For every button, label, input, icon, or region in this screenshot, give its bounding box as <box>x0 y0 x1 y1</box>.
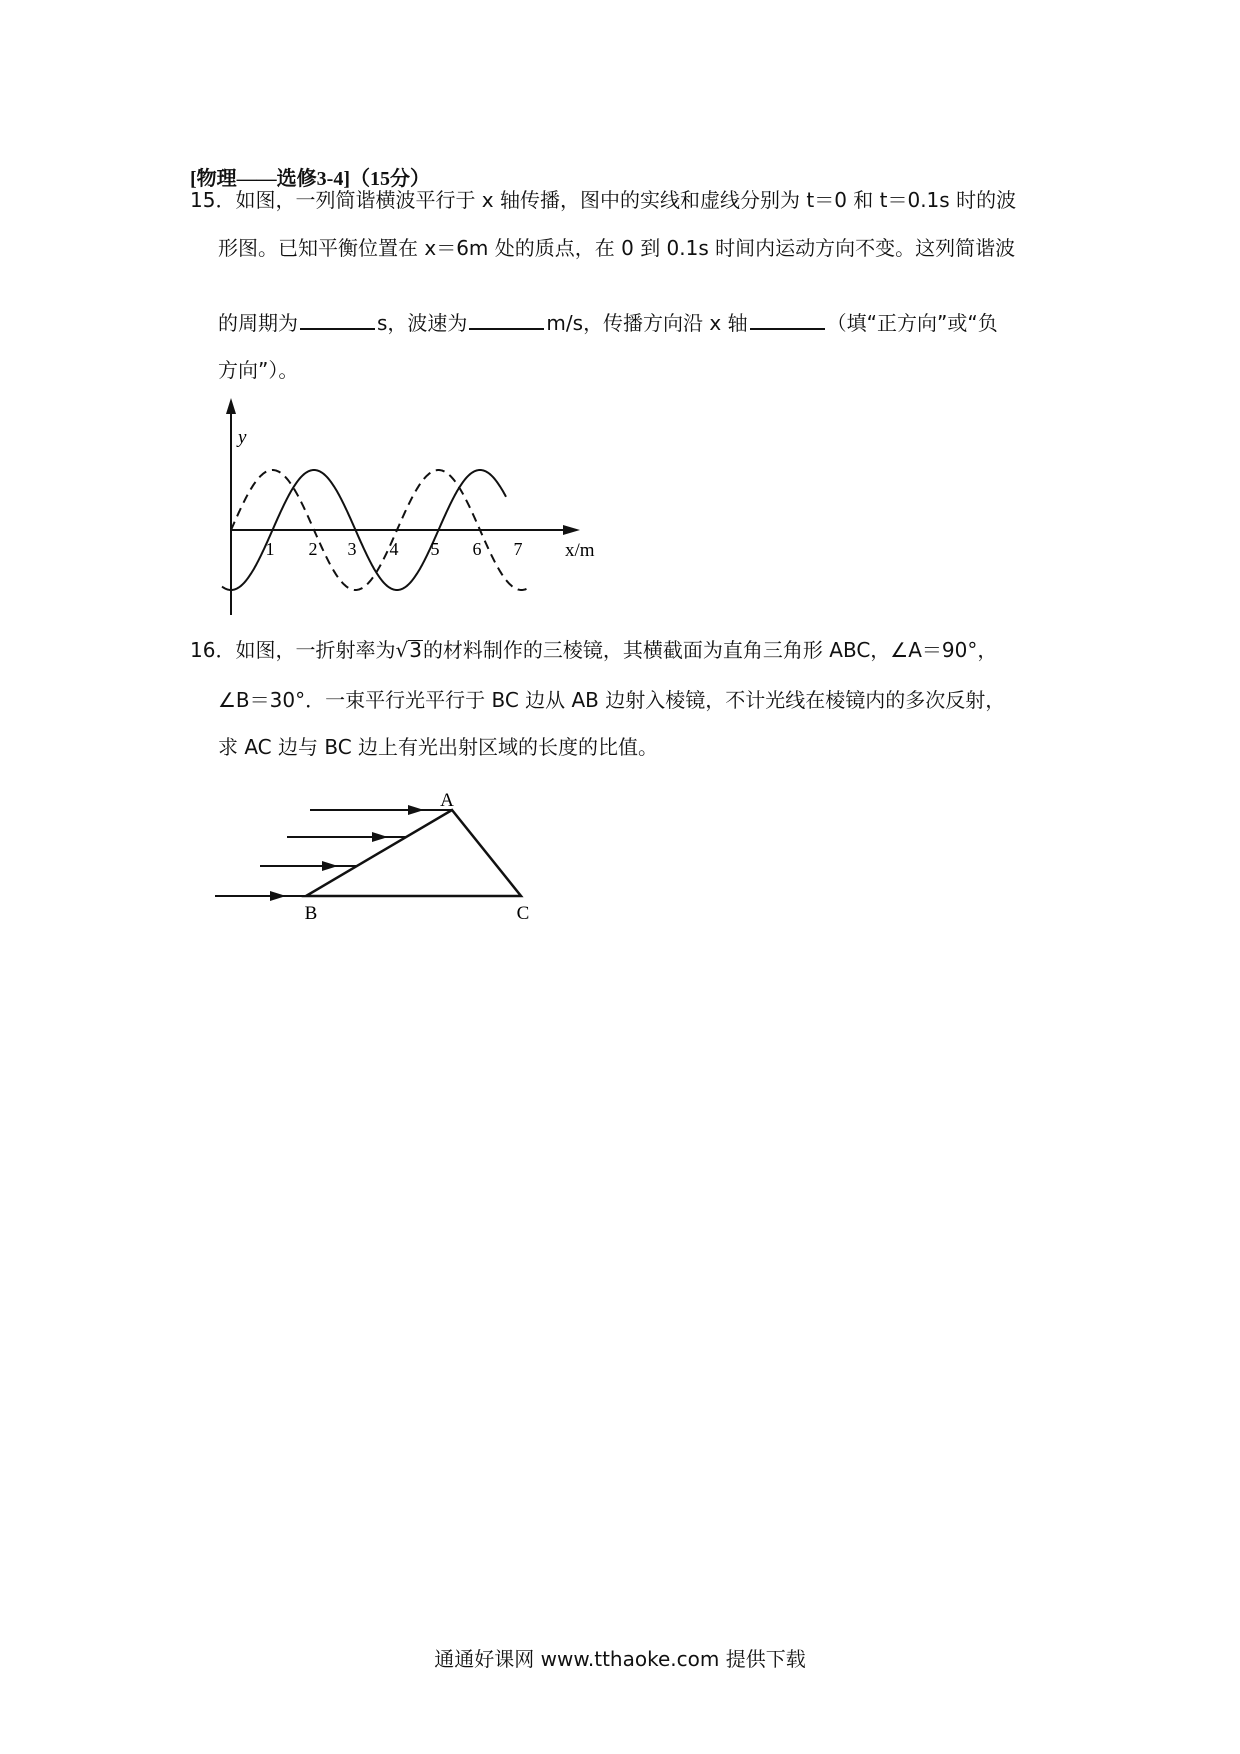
page-footer: 通通好课网 www.tthaoke.com 提供下载 <box>434 1647 806 1671</box>
q16-line-1-part-a: 16．如图，一折射率为 <box>190 638 396 662</box>
q15-line-3-part-b: s，波速为 <box>377 311 468 335</box>
y-axis-label: y <box>238 427 247 448</box>
q15-line-3-part-d: （填“正方向”或“负 <box>826 311 998 335</box>
q15-line-4: 方向”）。 <box>218 358 299 382</box>
sqrt-radicand: 3 <box>409 638 422 662</box>
q15-line-3-part-c: m/s，传播方向沿 x 轴 <box>546 311 748 335</box>
q15-line-1: 15．如图，一列简谐横波平行于 x 轴传播，图中的实线和虚线分别为 t＝0 和 t＝0.1s 时的波 <box>190 188 1017 212</box>
period-blank[interactable] <box>300 312 375 330</box>
tick-label: 2 <box>308 539 318 559</box>
y-axis-arrow-icon <box>226 398 236 414</box>
q15-line-2: 形图。已知平衡位置在 x＝6m 处的质点，在 0 到 0.1s 时间内运动方向不变。这列简谐波 <box>218 236 1016 260</box>
vertex-label-b: B <box>304 903 318 924</box>
speed-blank[interactable] <box>469 312 544 330</box>
ray-arrow-icon <box>322 861 338 871</box>
ray-arrow-icon <box>270 891 286 901</box>
x-axis-arrow-icon <box>563 525 580 535</box>
prism-triangle <box>306 810 521 896</box>
wave-graph <box>210 395 600 620</box>
q16-line-1 <box>190 640 997 660</box>
prism-diagram <box>210 780 540 925</box>
tick-label: 3 <box>347 539 357 559</box>
direction-blank[interactable] <box>750 312 825 330</box>
q16-line-1-part-b: 的材料制作的三棱镜，其横截面为直角三角形 ABC，∠A＝90°， <box>422 638 998 662</box>
ray-arrow-icon <box>408 805 424 815</box>
ray-arrow-icon <box>372 832 388 842</box>
tick-label: 6 <box>472 539 482 559</box>
q16-line-2: ∠B＝30°．一束平行光平行于 BC 边从 AB 边射入棱镜，不计光线在棱镜内的多次反射， <box>218 688 1006 712</box>
section-title: [物理——选修3-4]（15分） <box>190 168 430 190</box>
tick-label: 7 <box>513 539 523 559</box>
q15-line-3 <box>218 312 998 333</box>
x-axis-label: x/m <box>565 540 595 561</box>
vertex-label-c: C <box>516 903 530 924</box>
tick-label: 4 <box>389 539 399 559</box>
q15-line-3-part-a: 的周期为 <box>218 311 298 335</box>
q16-line-3: 求 AC 边与 BC 边上有光出射区域的长度的比值。 <box>218 735 659 759</box>
tick-label: 5 <box>430 539 440 559</box>
tick-label: 1 <box>265 539 275 559</box>
vertex-label-a: A <box>440 790 454 811</box>
sqrt-icon: √ <box>395 638 409 662</box>
